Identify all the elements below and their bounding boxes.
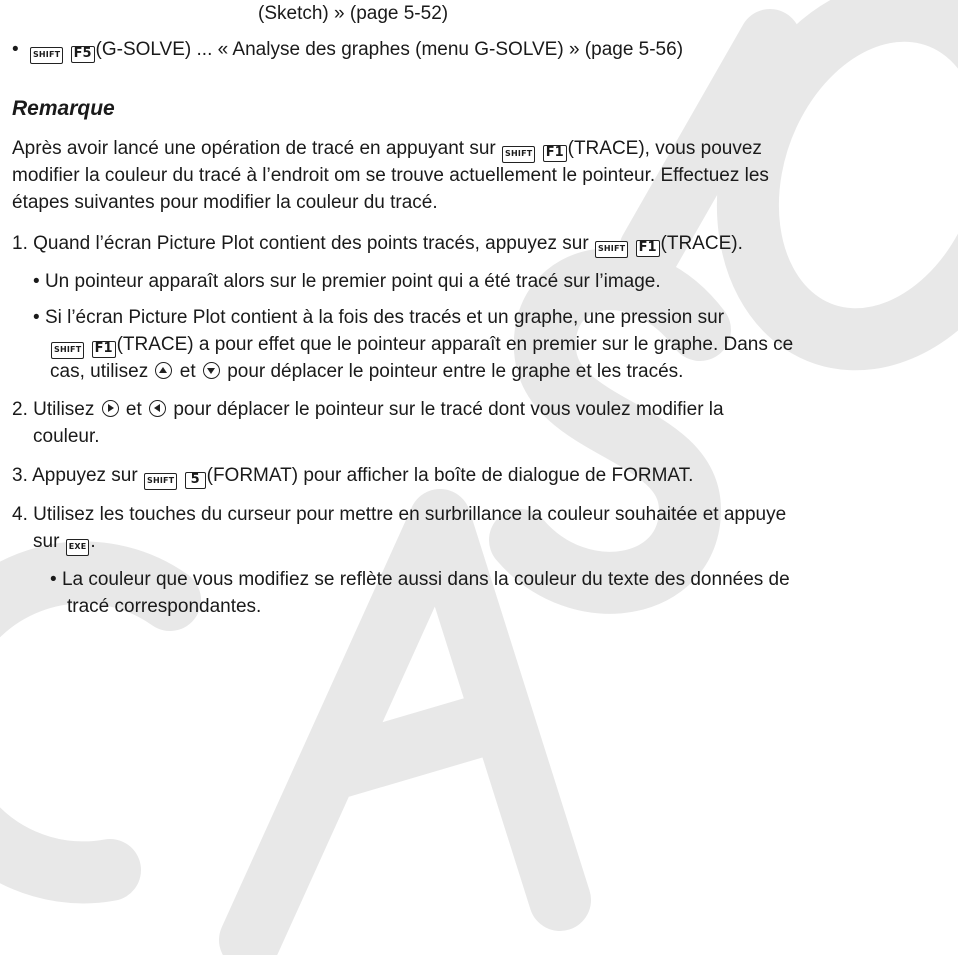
- step-1-bullet-1: • Un pointeur apparaît alors sur le premier point qui a été tracé sur l’image.: [33, 271, 661, 292]
- remarque-heading: Remarque: [12, 97, 115, 120]
- step-3: 3. Appuyez sur SHIFT 5 (FORMAT) pour afficher la boîte de dialogue de FORMAT.: [12, 464, 693, 490]
- f5-key: F5: [71, 46, 95, 63]
- up-arrow-key-icon: [155, 362, 172, 379]
- shift-key: SHIFT: [595, 241, 628, 258]
- remarque-line-3: étapes suivantes pour modifier la couleur du tracé.: [12, 192, 438, 213]
- gsolve-text: (G-SOLVE) ... « Analyse des graphes (menu G-SOLVE) » (page 5-56): [95, 39, 684, 60]
- five-key: 5: [185, 472, 206, 489]
- left-arrow-key-icon: [149, 400, 166, 417]
- step-1-bullet-2-line-2: SHIFT F1 (TRACE) a pour effet que le pointeur apparaît en premier sur le graphe. Dans ce: [50, 333, 793, 359]
- step-4-line-2: sur EXE .: [33, 530, 96, 556]
- right-arrow-key-icon: [102, 400, 119, 417]
- sketch-page-ref: (Sketch) » (page 5-52): [258, 3, 449, 24]
- remarque-line-2: modifier la couleur du tracé à l’endroit om se trouve actuellement le pointeur. Effectuez les: [12, 165, 769, 186]
- bullet: •: [33, 307, 40, 328]
- step-1-bullet-2-line-3: cas, utilisez et pour déplacer le pointeur entre le graphe et les tracés.: [50, 361, 684, 382]
- gsolve-item: [12, 38, 683, 64]
- bullet: •: [50, 569, 57, 590]
- bullet: •: [33, 271, 40, 292]
- step-4: 4. Utilisez les touches du curseur pour mettre en surbrillance la couleur souhaitée et appuye: [12, 504, 787, 525]
- down-arrow-key-icon: [203, 362, 220, 379]
- remarque-line-1: Après avoir lancé une opération de tracé en appuyant sur SHIFT F1 (TRACE), vous pouvez: [12, 137, 762, 163]
- step-2: 2. Utilisez et pour déplacer le pointeur sur le tracé dont vous voulez modifier la: [12, 399, 724, 420]
- shift-key: SHIFT: [502, 146, 535, 163]
- f1-key: F1: [92, 341, 116, 358]
- bullet: •: [12, 39, 19, 60]
- step-1-bullet-2: • Si l’écran Picture Plot contient à la fois des tracés et un graphe, une pression sur: [33, 307, 725, 328]
- step-1: 1. Quand l’écran Picture Plot contient des points tracés, appuyez sur SHIFT F1 (TRACE).: [12, 232, 743, 258]
- step-4-bullet-line-2: tracé correspondantes.: [67, 596, 262, 617]
- f1-key: F1: [543, 145, 567, 162]
- exe-key: EXE: [66, 539, 90, 556]
- shift-key: SHIFT: [144, 473, 177, 490]
- f1-key: F1: [636, 240, 660, 257]
- shift-key: SHIFT: [30, 47, 63, 64]
- step-4-bullet: • La couleur que vous modifiez se reflète aussi dans la couleur du texte des données de: [50, 569, 790, 590]
- shift-key: SHIFT: [51, 342, 84, 359]
- step-2-line-2: couleur.: [33, 426, 100, 447]
